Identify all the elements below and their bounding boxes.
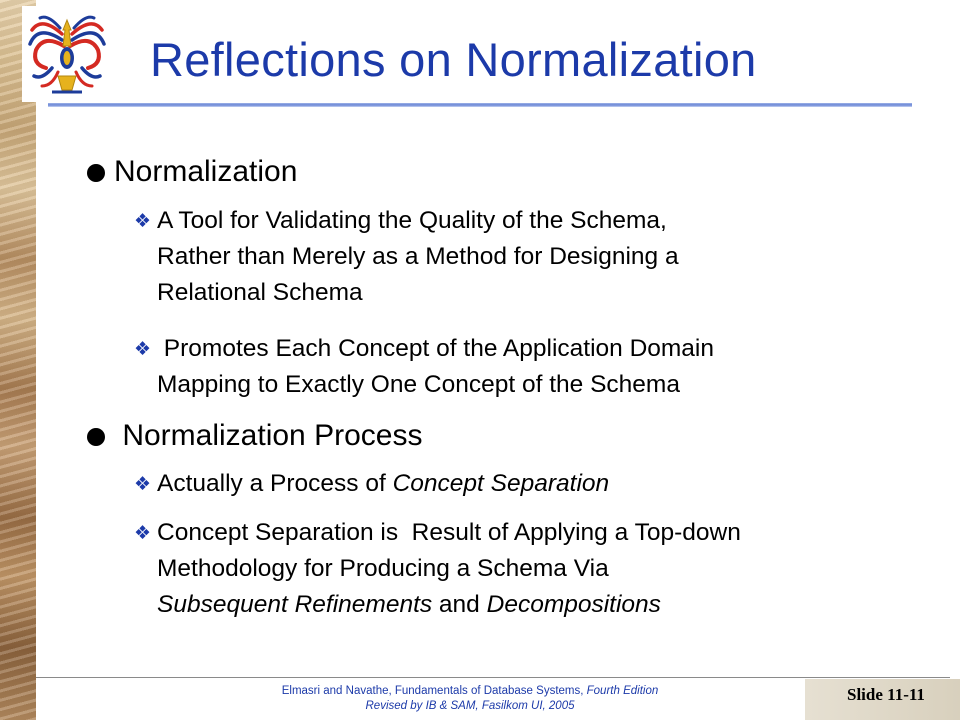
diamond-bullet-icon: ❖ <box>134 210 152 232</box>
sub-bullet-line: A Tool for Validating the Quality of the Schema, <box>157 207 667 234</box>
footer-text-italic: Fourth Edition <box>586 685 659 697</box>
slide-number: Slide 11-11 <box>847 685 925 704</box>
sub-bullet-process-of-concept-separation <box>157 466 927 502</box>
sub-bullet-line: Relational Schema <box>157 279 363 306</box>
sub-bullet-tool-for-validating <box>157 203 927 311</box>
sub-bullet-line: Rather than Merely as a Method for Designing a <box>157 243 679 270</box>
sub-bullet-line: Mapping to Exactly One Concept of the Schema <box>157 371 680 398</box>
sub-bullet-promotes-each-concept <box>157 331 927 403</box>
diamond-bullet-icon: ❖ <box>134 338 152 360</box>
sub-bullet-line: Concept Separation is Result of Applying a Top-down <box>157 519 741 546</box>
plain-text: and <box>432 591 487 618</box>
diamond-bullet-icon: ❖ <box>134 473 152 495</box>
bullet-normalization: Normalization <box>114 155 298 188</box>
sub-bullet-concept-separation-result <box>157 515 927 623</box>
sub-bullet-line: Promotes Each Concept of the Application Domain <box>157 335 715 362</box>
footer-line-1 <box>170 684 770 699</box>
footer-citation <box>170 684 770 714</box>
bullet-normalization-process: Normalization Process <box>114 419 423 452</box>
bullet-dot-icon <box>87 428 105 446</box>
sub-bullet-line: Methodology for Producing a Schema Via <box>157 555 609 582</box>
footer-text-plain: Elmasri and Navathe, Fundamentals of Database Systems, <box>281 685 587 697</box>
footer-divider <box>36 677 950 678</box>
italic-term: Subsequent Refinements <box>157 591 433 618</box>
sub-bullet-line <box>157 466 927 502</box>
diamond-bullet-icon: ❖ <box>134 522 152 544</box>
bullet-dot-icon <box>87 164 105 182</box>
italic-term: Concept Separation <box>392 470 610 497</box>
italic-term: Decompositions <box>486 591 661 618</box>
footer-line-2: Revised by IB & SAM, Fasilkom UI, 2005 <box>365 700 575 712</box>
plain-text: Actually a Process of <box>157 470 393 497</box>
sub-bullet-line <box>157 587 927 623</box>
slide-title: Reflections on Normalization <box>150 33 757 86</box>
